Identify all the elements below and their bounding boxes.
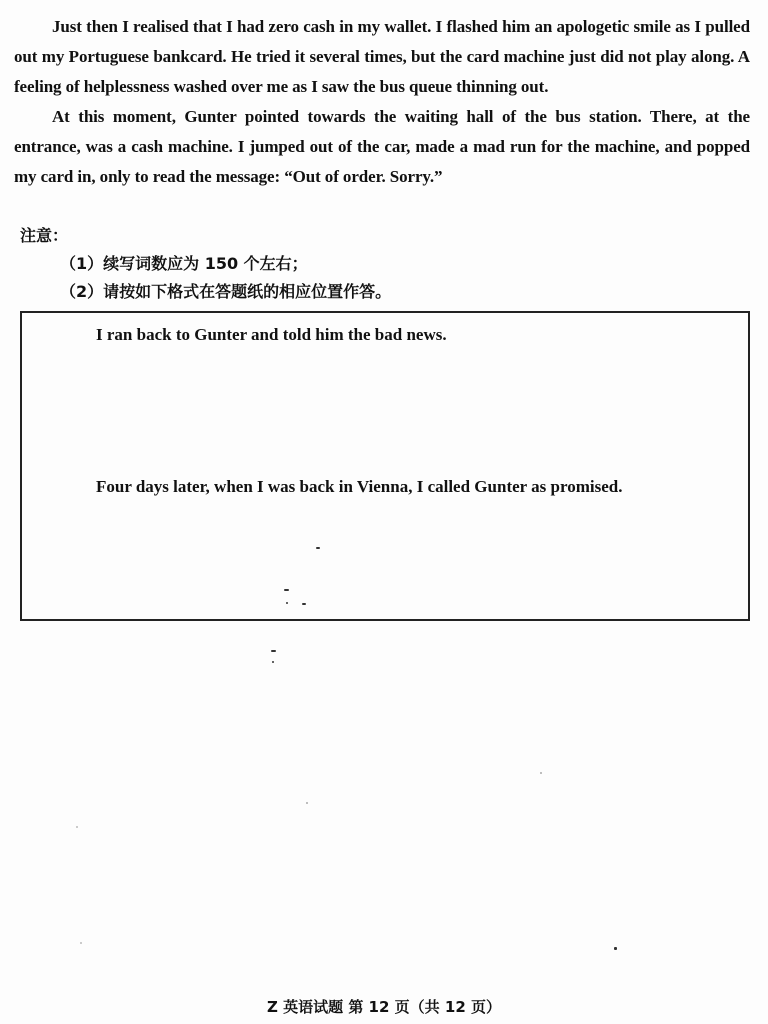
scan-speck <box>271 650 276 652</box>
page-footer: Z 英语试题 第 12 页（共 12 页） <box>267 998 501 1016</box>
instructions <box>20 222 391 306</box>
answer-opening-line-1: I ran back to Gunter and told him the bad news. <box>96 325 447 344</box>
passage-paragraph-1: Just then I realised that I had zero cash in my wallet. I flashed him an apologetic smile as I pulled out my Portuguese bankcard. He tried it several times, but the card machine just did not play along. A feeling of helplessness washed over me as I saw the bus queue thinning out. <box>14 17 750 96</box>
instructions-heading: 注意： <box>20 226 69 245</box>
scan-speck <box>76 826 78 828</box>
passage-paragraph-2: At this moment, Gunter pointed towards the waiting hall of the bus station. There, at the entrance, was a cash machine. I jumped out of the car, made a mad run for the machine, and popped my card in, only to read the message: “Out of order. Sorry.” <box>14 107 750 186</box>
story-passage <box>14 12 750 192</box>
scan-speck <box>614 947 617 950</box>
scan-speck <box>540 772 542 774</box>
instruction-item-1: （1）续写词数应为 150 个左右； <box>60 254 308 273</box>
scan-speck <box>302 603 306 605</box>
scan-speck <box>286 602 288 604</box>
instruction-item-2: （2）请按如下格式在答题纸的相应位置作答。 <box>60 282 392 301</box>
scan-speck <box>284 589 289 591</box>
scan-speck <box>272 661 274 663</box>
scan-speck <box>80 942 82 944</box>
answer-box <box>20 311 750 621</box>
scan-speck <box>306 802 308 804</box>
answer-opening-line-2: Four days later, when I was back in Vienna, I called Gunter as promised. <box>96 477 623 496</box>
scan-speck <box>316 547 320 549</box>
